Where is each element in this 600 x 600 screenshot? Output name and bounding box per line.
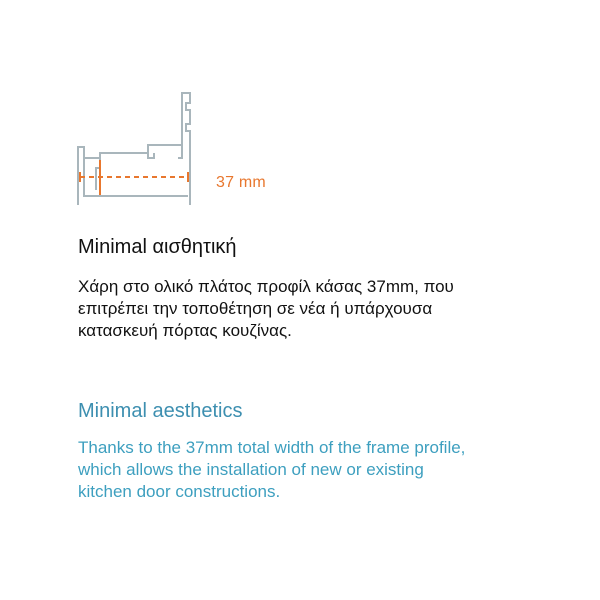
english-heading: Minimal aesthetics bbox=[78, 400, 243, 422]
profile-outline bbox=[78, 93, 190, 205]
english-body-line: which allows the installation of new or existing bbox=[78, 460, 424, 479]
greek-body-line: Χάρη στο ολικό πλάτος προφίλ κάσας 37mm, που bbox=[78, 277, 454, 296]
english-body bbox=[78, 437, 578, 503]
dimension-label: 37 mm bbox=[216, 174, 266, 191]
english-body-line: kitchen door constructions. bbox=[78, 482, 281, 501]
greek-heading: Minimal αισθητική bbox=[78, 236, 237, 258]
greek-body bbox=[78, 276, 578, 342]
english-body-line: Thanks to the 37mm total width of the frame profile, bbox=[78, 438, 466, 457]
greek-body-line: επιτρέπει την τοποθέτηση σε νέα ή υπάρχουσα bbox=[78, 299, 433, 318]
greek-body-line: κατασκευή πόρτας κουζίνας. bbox=[78, 321, 292, 340]
